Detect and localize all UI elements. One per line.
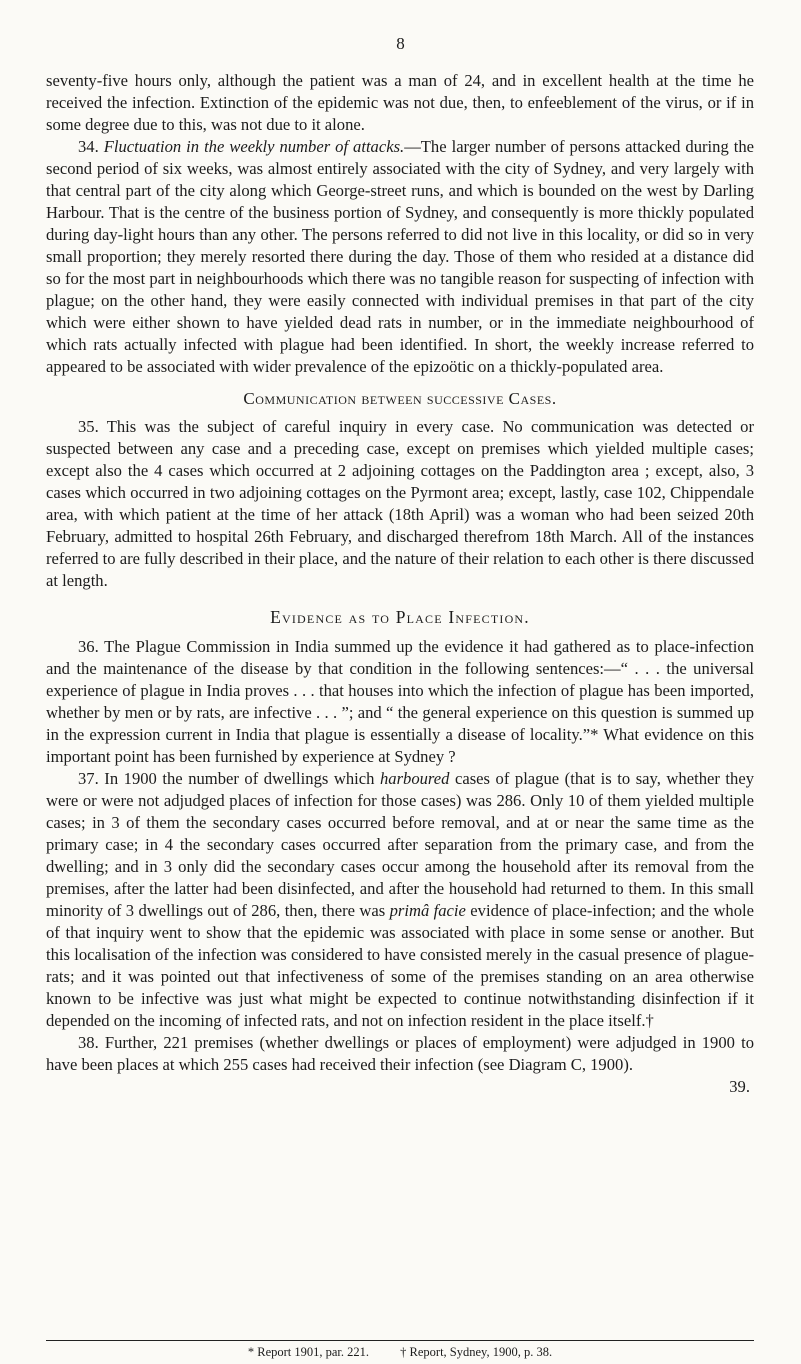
paragraph-37-emphasis-prima-facie: primâ facie xyxy=(389,901,466,920)
paragraph-37-start: 37. In 1900 the number of dwellings which xyxy=(78,769,380,788)
paragraph-continued: seventy-five hours only, although the patient was a man of 24, and in excellent health at the time he received the infection. Extinction of the epidemic was not due, then, to enfeeblement of the virus, or if in some degree due to this, was not due to it alone. xyxy=(46,71,754,134)
section-heading-communication: Communication between successive Cases. xyxy=(243,389,557,408)
paragraph-34-number: 34. xyxy=(78,137,99,156)
paragraph-37-end: evidence of place-infection; and the whole of that inquiry went to show that the epidemic was associated with place in some sense or another. But this localisation of the infection was considered to have consisted merely in the casual presence of plague-rats; and it was pointed out that infectiveness of some of the premises standing on an area otherwise known to be infective was just what might be expected to continue notwithstanding disinfection if it depended on the incoming of infected rats, and not on infection resident in the place itself.† xyxy=(46,901,754,1030)
paragraph-37-middle: cases of plague (that is to say, whether they were or were not adjudged places of infection for those cases) was 286. Only 10 of them yielded multiple cases; in 3 of them the secondary cases occurred before removal, and at or near the same time as the primary case; in 4 the secondary cases occurred after separation from the primary case, and from the dwelling; and in 3 only did the secondary cases occur among the household after its removal from the premises, after the latter had been disinfected, and after the household had returned to them. In this small minority of 3 dwellings out of 286, then, there was xyxy=(46,769,754,920)
paragraph-36: 36. The Plague Commission in India summed up the evidence it had gathered as to place-infection and the maintenance of the disease by that condition in the following sentences:—“ . . . the universal experience of plague in India proves . . . that houses into which the infection of plague has been imported, whether by men or by rats, are infective . . . ”; and “ the general experience on this question is summed up in the expression current in India that plague is essentially a disease of locality.”* What evidence on this important point has been furnished by experience at Sydney ? xyxy=(46,637,754,766)
paragraph-38: 38. Further, 221 premises (whether dwellings or places of employment) were adjudged in 1900 to have been places at which 255 cases had received their infection (see Diagram C, 1900). xyxy=(46,1033,754,1074)
footnote-1: * Report 1901, par. 221. xyxy=(247,1345,370,1359)
page-body xyxy=(46,70,754,1098)
footnote-2: † Report, Sydney, 1900, p. 38. xyxy=(400,1345,553,1359)
paragraph-34-title: Fluctuation in the weekly number of attacks. xyxy=(103,137,405,156)
footnotes xyxy=(46,1344,754,1360)
section-heading-place-infection: Evidence as to Place Infection. xyxy=(270,607,530,627)
paragraph-34 xyxy=(46,136,754,378)
paragraph-35: 35. This was the subject of careful inquiry in every case. No communication was detected or suspected between any case and a preceding case, except on premises which yielded multiple cases; except also the 4 cases which occurred at 2 adjoining cottages on the Paddington area ; except, also, 3 cases which occurred in two adjoining cottages on the Pyrmont area; except, lastly, case 102, Chippendale area, with which patient at the time of her attack (18th April) was a woman who had been seized 20th February, admitted to hospital 26th February, and discharged therefrom 18th March. All of the instances referred to are fully described in their place, and the nature of their relation to each other is there discussed at length. xyxy=(46,417,754,590)
footnote-rule xyxy=(46,1340,754,1341)
paragraph-37-emphasis-harboured: harboured xyxy=(379,769,450,788)
paragraph-34-text: —The larger number of persons attacked during the second period of six weeks, was almost entirely associated with the city of Sydney, and very largely with that central part of the city along which George-street runs, and which is bounded on the west by Darling Harbour. That is the centre of the business portion of Sydney, and consequently is more thickly populated during day-light hours than any other. The persons referred to did not live in this locality, or did so in very small proportion; they merely resorted there during the day. Those of them who resided at a distance did so for the most part in neighbourhoods which there was no tangible reason for suspecting of infection with plague; on the other hand, they were easily connected with individual premises in that part of the city which were either shown to have yielded dead rats in number, or in the immediate neighbourhood of which rats actually infected with plague had been identified. In short, the weekly increase referred to appeared to be associated with wider prevalence of the epizoötic on a thickly-populated area. xyxy=(46,137,755,376)
catchword-row xyxy=(46,1076,754,1098)
catchword: 39. xyxy=(729,1077,750,1096)
paragraph-37 xyxy=(46,768,754,1032)
page-number: 8 xyxy=(396,34,405,53)
